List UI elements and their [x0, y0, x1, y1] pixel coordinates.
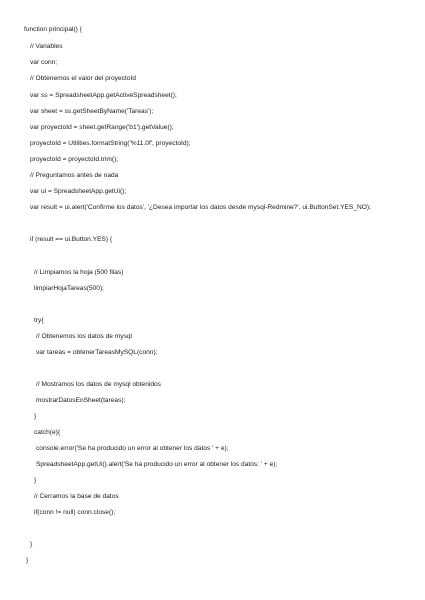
code-line: function principal() {: [24, 26, 82, 33]
code-line: console.error('Se ha producido un error al obtener los datos ' + e);: [36, 445, 229, 452]
code-line: // Mostramos los datos de mysql obtenidos: [36, 381, 161, 388]
code-line: }: [26, 557, 29, 564]
code-line: var proyectoId = sheet.getRange('b1').getValue();: [30, 124, 174, 131]
code-line: SpreadsheetApp.getUi().alert('Se ha producido un error al obtener los datos: ' + e);: [36, 461, 278, 468]
code-line: var conn;: [30, 59, 58, 66]
code-line: // Obtenemos el valor del proyectoId: [30, 75, 136, 82]
code-line: var ss = SpreadsheetApp.getActiveSpreadsheet();: [30, 92, 177, 99]
code-line: // Variables: [30, 43, 63, 50]
code-line: limpiarHojaTareas(500);: [34, 285, 104, 292]
code-line: try{: [34, 317, 44, 324]
code-line: proyectoId = proyectoId.trim();: [30, 156, 119, 163]
code-line: var tareas = obtenerTareasMySQL(conn);: [36, 349, 158, 356]
code-line: // Preguntamos antes de nada: [30, 172, 119, 179]
code-line: var ui = SpreadsheetApp.getUi();: [30, 188, 127, 195]
code-line: }: [34, 413, 37, 420]
code-line: var sheet = ss.getSheetByName('Tareas');: [30, 108, 154, 115]
code-line: }: [30, 541, 33, 548]
code-line: if(conn != null) conn.close();: [34, 509, 116, 516]
code-line: // Obtenemos los datos de mysql: [36, 333, 133, 340]
code-line: // Cerramos la base de datos: [34, 493, 119, 500]
code-line: // Limpiamos la hoja (500 filas): [34, 269, 124, 276]
code-line: mostrarDatosEnSheet(tareas);: [36, 397, 126, 404]
code-line: proyectoId = Utilities.formatString('%11.0f', proyectoId);: [30, 140, 191, 147]
code-line: var result = ui.alert('Confirme los datos', '¿Desea importar los datos desde mysql-Redmine?', ui.ButtonSet.YES_NO);: [30, 204, 371, 211]
code-line: }: [34, 477, 37, 484]
code-line: catch(e){: [34, 429, 61, 436]
code-line: if (result == ui.Button.YES) {: [30, 236, 113, 243]
